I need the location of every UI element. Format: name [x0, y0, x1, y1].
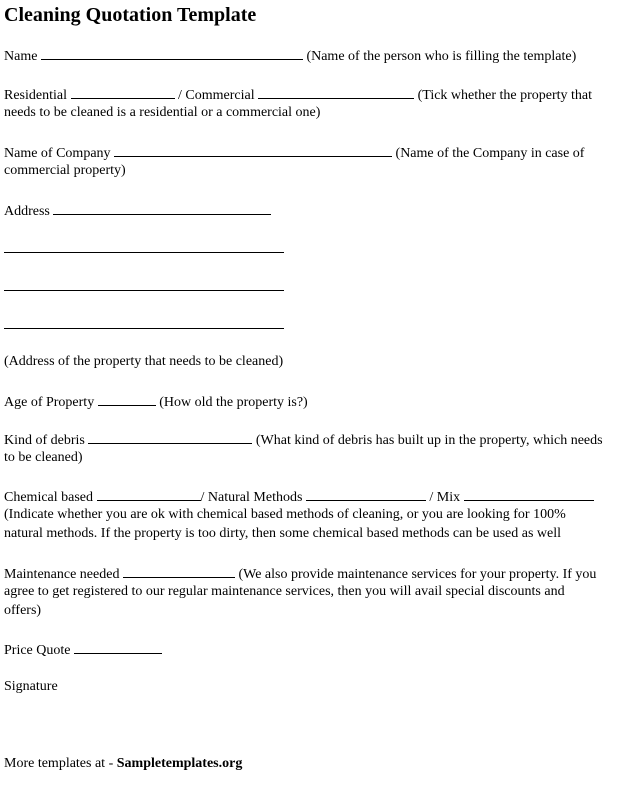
maintenance-hint-cont: agree to get registered to our regular maintenance services, then you will avail special discounts and [4, 584, 565, 599]
commercial-field[interactable] [258, 84, 414, 99]
signature-label: Signature [4, 679, 58, 694]
footer-prefix: More templates at - [4, 756, 117, 771]
property-type-hint-cont: needs to be cleaned is a residential or a commercial one) [4, 105, 321, 120]
price-label: Price Quote [4, 643, 71, 658]
methods-hint-cont: natural methods. If the property is too dirty, then some chemical based methods can be used as well [4, 526, 561, 541]
property-type-hint: (Tick whether the property that [417, 88, 593, 103]
price-row [4, 639, 162, 660]
footer-site-link[interactable]: Sampletemplates.org [116, 756, 243, 771]
property-type-row [4, 84, 592, 105]
address-label: Address [4, 204, 50, 219]
debris-hint: (What kind of debris has built up in the property, which needs [255, 433, 603, 448]
page-title: Cleaning Quotation Template [4, 4, 257, 26]
residential-label: Residential [4, 88, 67, 103]
methods-row [4, 486, 594, 507]
residential-field[interactable] [71, 84, 175, 99]
footer [4, 754, 242, 773]
name-row [4, 45, 576, 66]
natural-label: / Natural Methods [200, 490, 303, 505]
age-field[interactable] [98, 391, 156, 406]
address-hint: (Address of the property that needs to be cleaned) [4, 354, 284, 369]
address-field-3[interactable] [4, 290, 284, 291]
debris-row [4, 429, 603, 450]
maintenance-hint-cont-2: offers) [4, 603, 42, 618]
chemical-field[interactable] [97, 486, 201, 501]
name-label: Name [4, 49, 38, 64]
debris-hint-cont: to be cleaned) [4, 450, 83, 465]
commercial-label: / Commercial [178, 88, 255, 103]
mix-label: / Mix [429, 490, 461, 505]
company-hint-cont: commercial property) [4, 163, 126, 178]
price-field[interactable] [74, 639, 162, 654]
company-field[interactable] [114, 142, 392, 157]
address-row [4, 200, 271, 221]
methods-hint: (Indicate whether you are ok with chemical based methods of cleaning, or you are looking for 100% [4, 507, 566, 522]
address-field-4[interactable] [4, 328, 284, 329]
chemical-label: Chemical based [4, 490, 94, 505]
maintenance-hint: (We also provide maintenance services for your property. If you [238, 567, 597, 582]
age-hint: (How old the property is?) [159, 395, 308, 410]
debris-label: Kind of debris [4, 433, 85, 448]
address-field-2[interactable] [4, 252, 284, 253]
maintenance-label: Maintenance needed [4, 567, 120, 582]
maintenance-field[interactable] [123, 563, 235, 578]
name-field[interactable] [41, 45, 303, 60]
mix-field[interactable] [464, 486, 594, 501]
company-row [4, 142, 584, 163]
name-hint: (Name of the person who is filling the template) [306, 49, 577, 64]
age-row [4, 391, 308, 412]
address-field-1[interactable] [53, 200, 271, 215]
age-label: Age of Property [4, 395, 95, 410]
maintenance-row [4, 563, 596, 584]
company-hint: (Name of the Company in case of [395, 146, 585, 161]
debris-field[interactable] [88, 429, 252, 444]
company-label: Name of Company [4, 146, 111, 161]
natural-field[interactable] [306, 486, 426, 501]
